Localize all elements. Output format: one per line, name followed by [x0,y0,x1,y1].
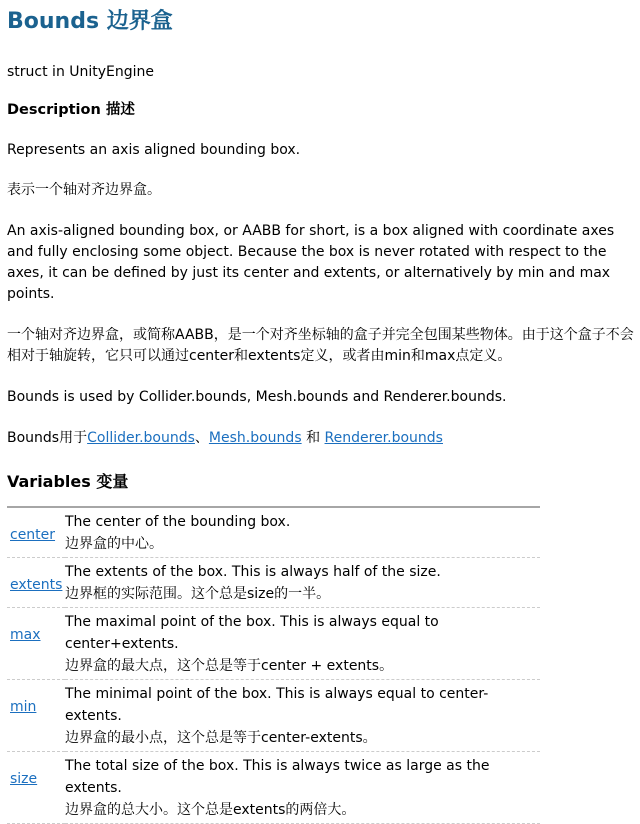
used-by-cn-prefix: Bounds用于 [7,430,88,446]
table-row [7,558,540,608]
summary-cn: 表示一个轴对齐边界盒。 [7,182,161,198]
mesh-bounds-link[interactable]: Mesh.bounds [208,430,302,446]
used-by-cn-sep1: 、 [194,430,209,446]
table-row [7,608,540,680]
variable-desc-en: The maximal point of the box. This is always equal to center+extents. [65,614,439,652]
variable-desc-cn: 边界盒的总大小。这个总是extents的两倍大。 [65,802,356,818]
variables-heading: Variables 变量 [7,472,129,491]
details-en: An axis-aligned bounding box, or AABB for short, is a box aligned with coordinate axes and fully enclosing some object. Because the box is never rotated with respect to the axes, it can be defined by just its center and extents, or alternatively by min and max points. [7,223,615,302]
page-title: Bounds 边界盒 [7,9,173,34]
variables-table [7,506,540,824]
variable-link-size[interactable]: size [10,771,38,787]
variable-desc-cn: 边界盒的最大点，这个总是等于center + extents。 [65,658,394,674]
table-row [7,507,540,558]
description-heading: Description 描述 [7,102,135,118]
collider-bounds-link[interactable]: Collider.bounds [87,430,195,446]
details-cn: 一个轴对齐边界盒，或简称AABB，是一个对齐坐标轴的盒子并完全包围某些物体。由于这个盒子不会相对于轴旋转，它只可以通过center和extents定义，或者由min和max点定义。 [7,327,634,364]
variable-desc-en: The extents of the box. This is always half of the size. [65,564,441,580]
used-by-cn [7,428,634,449]
variable-desc-cn: 边界框的实际范围。这个总是size的一半。 [65,586,331,602]
table-row [7,752,540,824]
struct-namespace: struct in UnityEngine [7,64,155,80]
table-row [7,680,540,752]
variable-desc-cn: 边界盒的中心。 [65,536,163,552]
used-by-cn-sep2: 和 [301,430,325,446]
variable-link-min[interactable]: min [10,699,37,715]
renderer-bounds-link[interactable]: Renderer.bounds [324,430,443,446]
variable-link-center[interactable]: center [10,527,56,543]
summary-en: Represents an axis aligned bounding box. [7,142,301,158]
used-by-en: Bounds is used by Collider.bounds, Mesh.bounds and Renderer.bounds. [7,389,507,405]
variable-desc-en: The center of the bounding box. [65,514,291,530]
variable-desc-en: The total size of the box. This is always twice as large as the extents. [65,758,490,796]
variable-desc-cn: 边界盒的最小点，这个总是等于center-extents。 [65,730,377,746]
variable-desc-en: The minimal point of the box. This is always equal to center-extents. [65,686,489,724]
variable-link-max[interactable]: max [10,627,41,643]
variable-link-extents[interactable]: extents [10,577,63,593]
